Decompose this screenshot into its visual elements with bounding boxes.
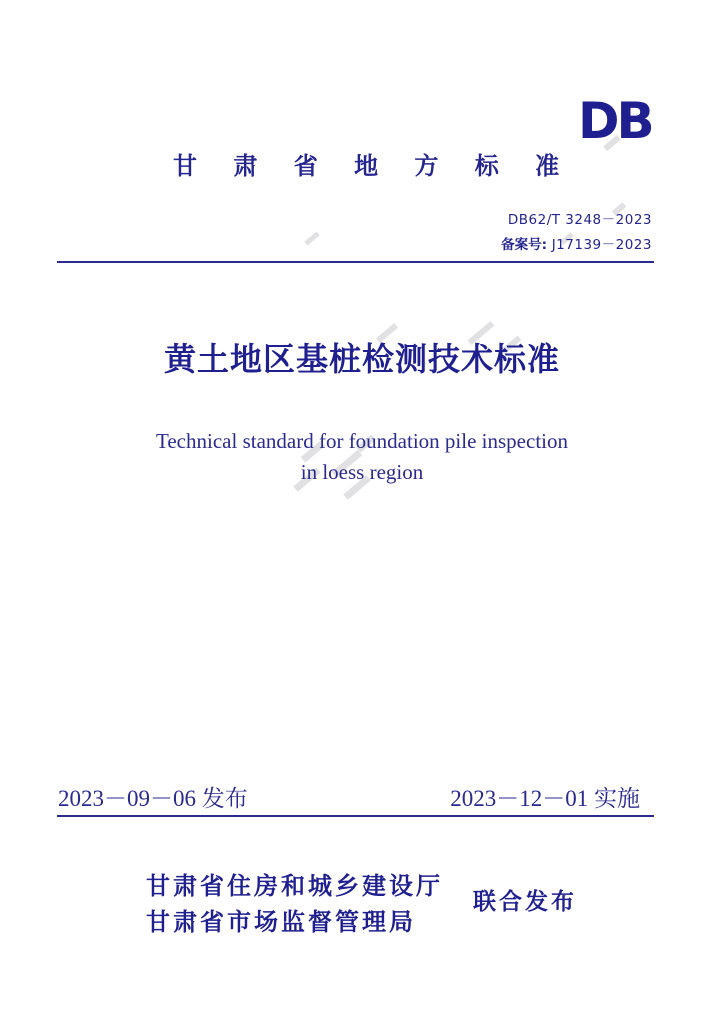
publish-date: 2023－09－06 发布	[58, 786, 248, 811]
top-rule	[57, 261, 654, 263]
joint-issue-label: 联合发布	[473, 889, 577, 915]
title-english-line2: in loess region	[300, 460, 424, 484]
title-english	[0, 426, 724, 488]
standard-category: 甘 肃 省 地 方 标 准	[173, 152, 574, 180]
title-english-line1: Technical standard for foundation pile inspection	[156, 429, 568, 453]
issuer-market-bureau: 甘肃省市场监督管理局	[146, 908, 416, 936]
title-chinese: 黄土地区基桩检测技术标准	[163, 340, 560, 378]
record-value: J17139－2023	[551, 237, 652, 253]
record-label: 备案号:	[501, 237, 547, 253]
watermark-stroke	[304, 231, 319, 245]
db-logo: DB	[578, 92, 652, 150]
implement-date: 2023－12－01 实施	[450, 786, 640, 811]
record-number	[501, 233, 652, 253]
bottom-rule	[57, 815, 654, 817]
standard-number: DB62/T 3248－2023	[507, 212, 652, 228]
issuer-housing-dept: 甘肃省住房和城乡建设厅	[146, 872, 443, 900]
